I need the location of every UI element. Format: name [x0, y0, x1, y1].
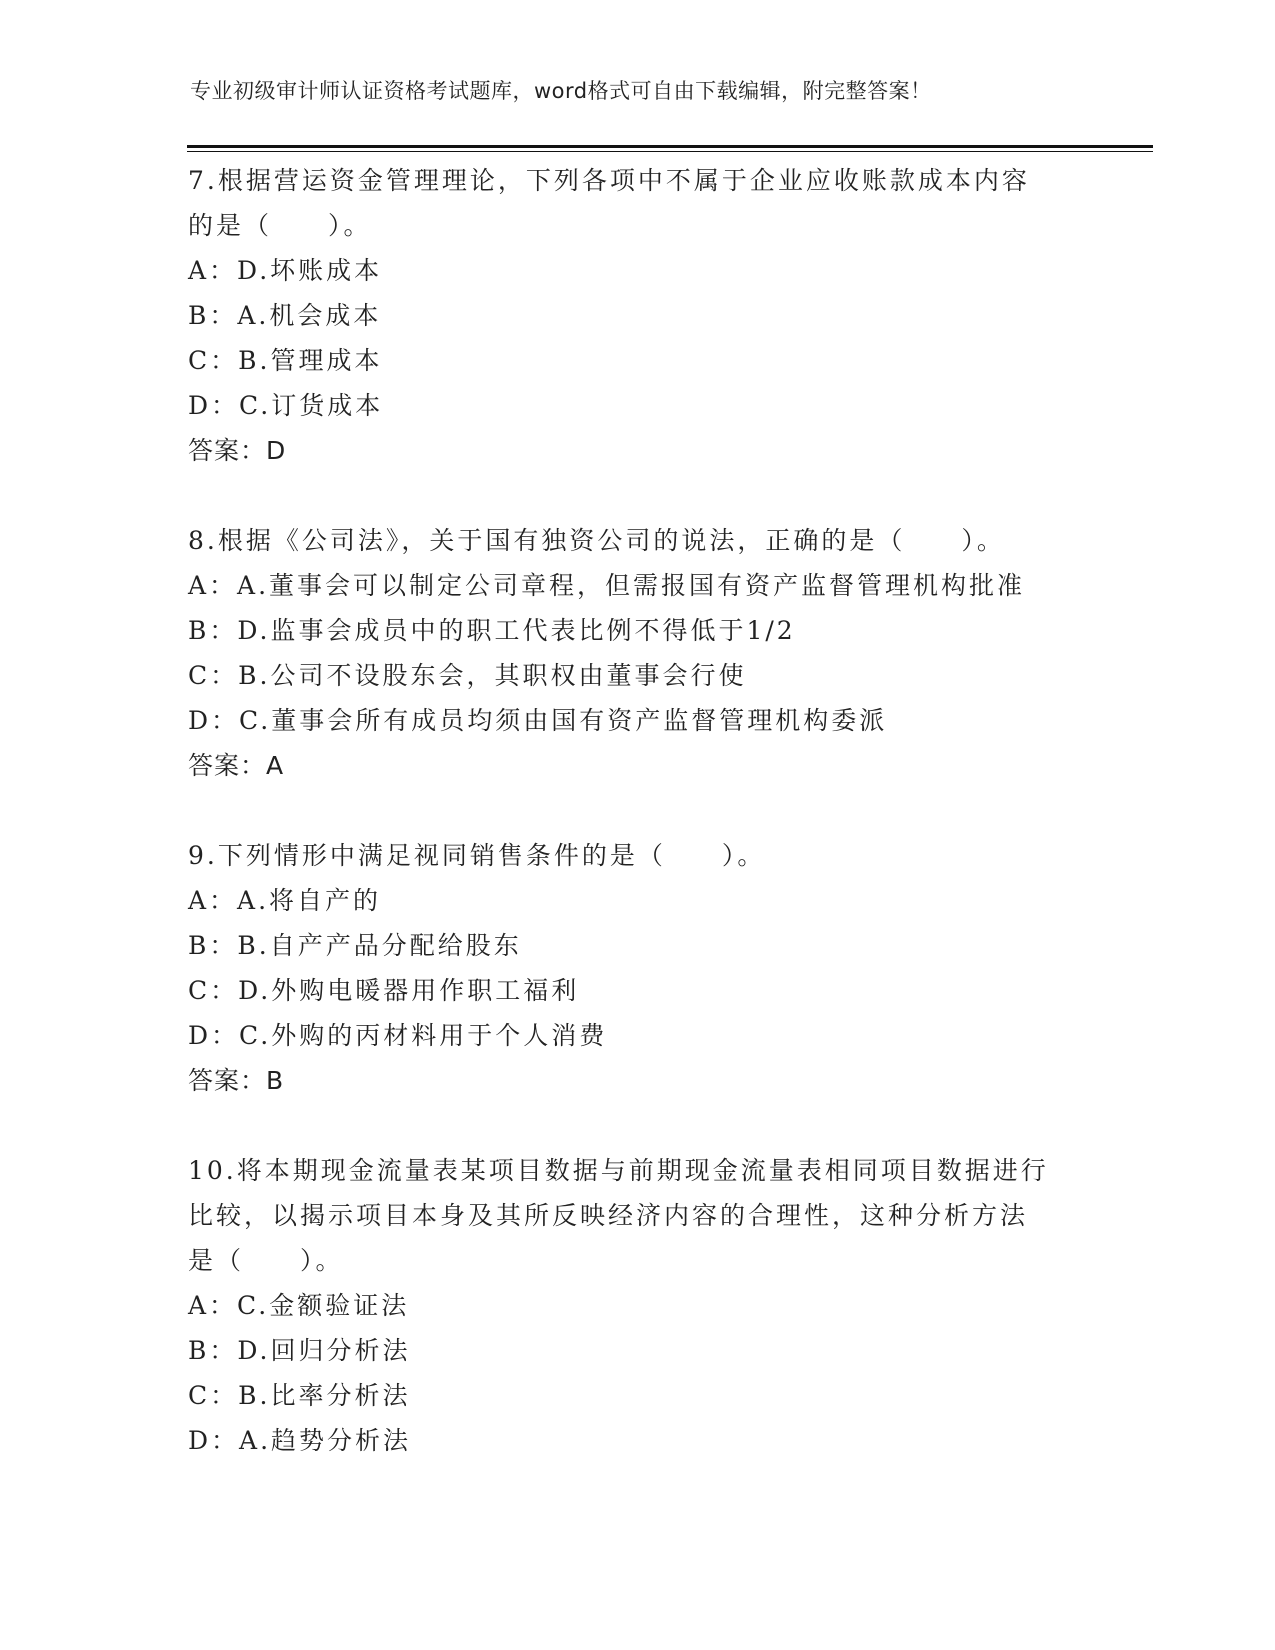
question-stem-line: 的是（ ）。	[188, 211, 372, 240]
answer-label: 答案：	[188, 1066, 267, 1095]
option-b: B：A.机会成本	[188, 301, 382, 330]
option-a: A：D.坏账成本	[188, 256, 383, 285]
question-stem-line: 是（ ）。	[188, 1246, 344, 1275]
option-d: D：C.订货成本	[188, 391, 384, 420]
header-rule-thin	[187, 151, 1153, 152]
answer-label: 答案：	[188, 436, 267, 465]
option-c: C：B.比率分析法	[188, 1381, 411, 1410]
question-stem-line: 8.根据《公司法》，关于国有独资公司的说法，正确的是（ ）。	[188, 526, 1005, 555]
question-stem-line: 10.将本期现金流量表某项目数据与前期现金流量表相同项目数据进行	[188, 1156, 1049, 1185]
question-10	[188, 1148, 1088, 1463]
answer-value: B	[266, 1066, 285, 1095]
option-a: A：C.金额验证法	[188, 1291, 410, 1320]
answer-label: 答案：	[188, 751, 267, 780]
option-d: D：C.董事会所有成员均须由国有资产监督管理机构委派	[188, 706, 888, 735]
answer-value: D	[266, 436, 287, 465]
question-8	[188, 518, 1088, 789]
question-stem-line: 比较，以揭示项目本身及其所反映经济内容的合理性，这种分析方法	[188, 1201, 1029, 1230]
question-stem-line: 9.下列情形中满足视同销售条件的是（ ）。	[188, 841, 766, 870]
header-rule-thick	[187, 145, 1153, 148]
answer	[188, 743, 1088, 789]
question-7	[188, 158, 1088, 474]
option-a: A：A.董事会可以制定公司章程，但需报国有资产监督管理机构批准	[188, 571, 1026, 600]
page-header: 专业初级审计师认证资格考试题库，word格式可自由下载编辑，附完整答案！	[190, 79, 932, 103]
question-list	[188, 158, 1088, 1507]
option-d: D：A.趋势分析法	[188, 1426, 412, 1455]
option-b: B：D.监事会成员中的职工代表比例不得低于1/2	[188, 616, 796, 645]
question-stem-line: 7.根据营运资金管理理论，下列各项中不属于企业应收账款成本内容	[188, 166, 1030, 195]
option-b: B：B.自产产品分配给股东	[188, 931, 522, 960]
option-c: C：D.外购电暖器用作职工福利	[188, 976, 580, 1005]
answer-value: A	[266, 751, 285, 780]
answer	[188, 1058, 1088, 1104]
option-c: C：B.公司不设股东会，其职权由董事会行使	[188, 661, 747, 690]
option-a: A：A.将自产的	[188, 886, 382, 915]
answer	[188, 428, 1088, 474]
option-c: C：B.管理成本	[188, 346, 383, 375]
question-9	[188, 833, 1088, 1104]
option-b: B：D.回归分析法	[188, 1336, 411, 1365]
option-d: D：C.外购的丙材料用于个人消费	[188, 1021, 608, 1050]
